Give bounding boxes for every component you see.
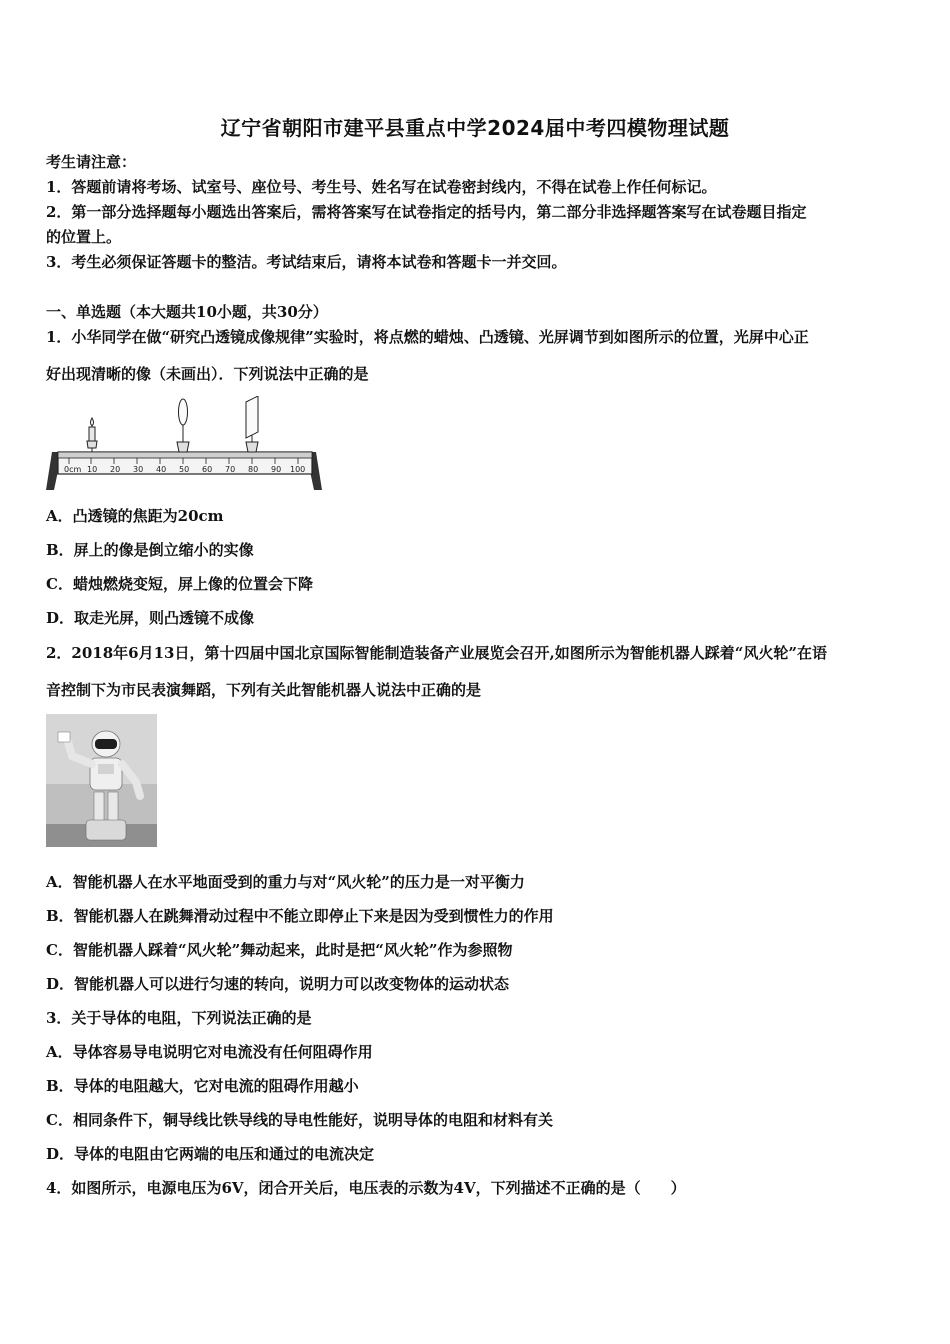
- tick-label-20: 20: [110, 465, 121, 474]
- tick-label-90: 90: [271, 465, 282, 474]
- q2-option-b: B．智能机器人在跳舞滑动过程中不能立即停止下来是因为受到惯性力的作用: [46, 907, 554, 925]
- tick-label-80: 80: [248, 465, 259, 474]
- optical-bench-figure: [44, 396, 326, 494]
- candle: [87, 418, 97, 452]
- q4-stem: 4．如图所示，电源电压为6V，闭合开关后，电压表的示数为4V，下列描述不正确的是（ ）: [46, 1179, 686, 1197]
- notice-item-2-cont: 的位置上。: [46, 228, 122, 246]
- tick-label-10: 10: [87, 465, 98, 474]
- tick-label-30: 30: [133, 465, 144, 474]
- light-screen: [246, 396, 258, 452]
- q3-option-b: B．导体的电阻越大，它对电流的阻碍作用越小: [46, 1077, 359, 1095]
- notice-item-2: 2．第一部分选择题每小题选出答案后，需将答案写在试卷指定的括号内，第二部分非选择题答案写在试卷题目指定: [46, 203, 807, 221]
- page-title: 辽宁省朝阳市建平县重点中学2024届中考四模物理试题: [220, 116, 730, 140]
- q1-option-d: D．取走光屏，则凸透镜不成像: [46, 609, 255, 627]
- notice-item-1: 1．答题前请将考场、试室号、座位号、考生号、姓名写在试卷密封线内，不得在试卷上作任何标记。: [46, 178, 717, 196]
- q3-stem: 3．关于导体的电阻，下列说法正确的是: [46, 1009, 312, 1027]
- tick-label-60: 60: [202, 465, 213, 474]
- q1-stem-line2: 好出现清晰的像（未画出）．下列说法中正确的是: [46, 365, 369, 383]
- candle-flame: [91, 418, 94, 426]
- notice-item-3: 3．考生必须保证答题卡的整洁。考试结束后，请将本试卷和答题卡一并交回。: [46, 253, 567, 271]
- q1-option-a: A．凸透镜的焦距为20cm: [46, 507, 224, 525]
- tick-label-50: 50: [179, 465, 190, 474]
- q3-option-a: A．导体容易导电说明它对电流没有任何阻碍作用: [46, 1043, 373, 1061]
- q3-option-d: D．导体的电阻由它两端的电压和通过的电流决定: [46, 1145, 375, 1163]
- tick-label-40: 40: [156, 465, 167, 474]
- q3-option-c: C．相同条件下，铜导线比铁导线的导电性能好，说明导体的电阻和材料有关: [46, 1111, 553, 1129]
- section-heading: 一、单选题（本大题共10小题，共30分）: [46, 303, 328, 321]
- tick-label-0: 0cm: [64, 465, 82, 474]
- q2-stem-line2: 音控制下为市民表演舞蹈，下列有关此智能机器人说法中正确的是: [46, 681, 482, 699]
- notice-heading: 考生请注意：: [46, 153, 137, 171]
- q1-stem-line1: 1．小华同学在做“研究凸透镜成像规律”实验时，将点燃的蜡烛、凸透镜、光屏调节到如图所示的位置，光屏中心正: [46, 328, 809, 346]
- q1-option-b: B．屏上的像是倒立缩小的实像: [46, 541, 254, 559]
- q2-option-c: C．智能机器人踩着“风火轮”舞动起来，此时是把“风火轮”作为参照物: [46, 941, 513, 959]
- q2-option-a: A．智能机器人在水平地面受到的重力与对“风火轮”的压力是一对平衡力: [46, 873, 525, 891]
- q2-option-d: D．智能机器人可以进行匀速的转向，说明力可以改变物体的运动状态: [46, 975, 510, 993]
- q2-stem-line1: 2．2018年6月13日，第十四届中国北京国际智能制造装备产业展览会召开,如图所示为智能机器人踩着“风火轮”在语: [46, 644, 827, 662]
- tick-label-100: 100: [290, 465, 306, 474]
- convex-lens: [177, 399, 189, 452]
- q1-option-c: C．蜡烛燃烧变短，屏上像的位置会下降: [46, 575, 313, 593]
- robot-photo: [46, 714, 157, 847]
- tick-label-70: 70: [225, 465, 236, 474]
